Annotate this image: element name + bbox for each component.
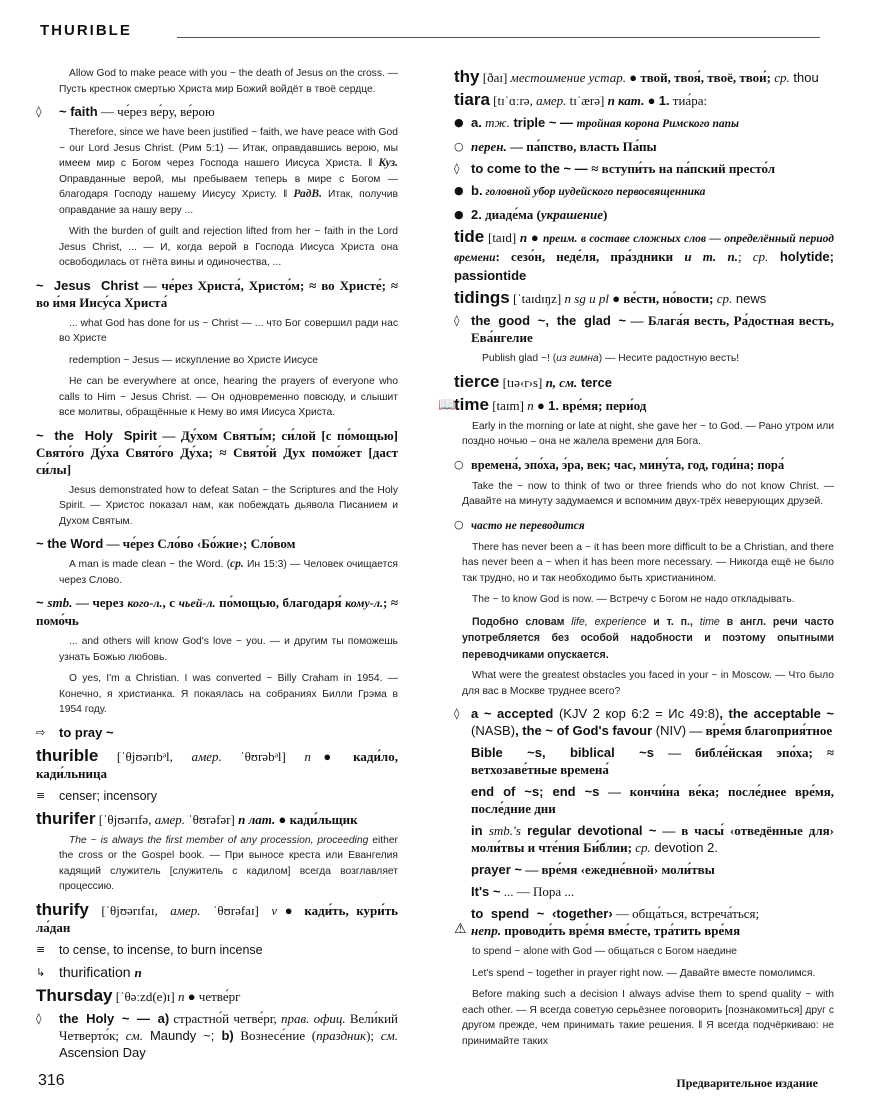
example-text: The ~ to know God is now. — Встречу с Богом не надо откладывать.	[472, 594, 795, 605]
translation: : сезо́н, неде́ля, пра́здники	[495, 249, 685, 264]
idiom-translation: — вре́мя ‹ежедне́вной› моли́твы	[521, 862, 715, 877]
arrow-icon: ⇨	[36, 725, 46, 739]
abbr: амер.	[191, 748, 222, 764]
bible-ref: (NIV)	[652, 723, 687, 738]
idiom-head: ~ faith	[59, 104, 98, 119]
part-of-speech: местоимение устар.	[510, 70, 626, 85]
idiom-holy-spirit	[36, 427, 398, 478]
entry-tierce	[454, 373, 834, 391]
cross-ref-link[interactable]: Ascension Day	[59, 1044, 146, 1060]
idiom-translation: — через	[72, 595, 128, 610]
example	[462, 987, 834, 1049]
idiom-smb	[36, 594, 398, 629]
sense-label: b.	[471, 183, 483, 198]
diamond-icon: ◊	[454, 162, 460, 175]
circle-icon: ○	[454, 517, 464, 531]
example-text: A man is made clean ~ the Word. (	[69, 559, 231, 570]
idiom-translation: , с	[162, 595, 179, 610]
diamond-icon: ◊	[36, 1011, 42, 1025]
sense-a	[454, 114, 834, 133]
translation: вре́мя; пери́од	[558, 397, 647, 413]
warning-spend-time	[454, 922, 834, 939]
example	[59, 557, 398, 588]
idiom-head: Bible ~s, biblical ~s	[471, 745, 654, 760]
bullet: ●	[527, 230, 544, 245]
example-text: Ин 15:3) — Человек очищается через Слово.	[59, 559, 398, 586]
entry-tidings	[454, 289, 834, 307]
idiom-prayer-time	[454, 861, 834, 878]
part-of-speech: n, см.	[545, 374, 578, 390]
subsense-not-translated	[454, 516, 834, 535]
idiom-translation: — в часы́ ‹отведённые для› моли́твы и чте́ния Би́блии;	[471, 823, 834, 855]
example-text: Оправданные верой, мы пребываем теперь в мире с Богом — благодаря Господу нашему Иисусу Христу. ‖	[59, 173, 398, 200]
synonyms-thurify	[36, 941, 398, 959]
part-of-speech: v	[271, 902, 278, 918]
cross-ref-link[interactable]: devotion 2.	[650, 840, 718, 855]
idiom-head: ‹together›	[551, 906, 613, 921]
idiom-end-times	[454, 783, 834, 817]
sense-number: 2.	[471, 207, 482, 222]
idiom-translation: — обща́ться, встреча́ться;	[612, 906, 760, 921]
idiom-translation: — че́рез Христа́, Христо́м; ≈ во Христе́; ≈ во и́мя Иису́са Христа́	[36, 277, 398, 310]
example-text: ... and others will know God's love ~ you. — и другим ты поможешь узнать Божью любовь.	[59, 636, 398, 663]
idiom-spend-time	[454, 905, 834, 922]
diamond-icon: ◊	[454, 707, 460, 720]
note-term: life, experience	[571, 615, 647, 628]
diamond-icon: ◊	[454, 314, 460, 327]
translation: головной убор иудейского первосвященника	[482, 186, 706, 198]
idiom-head: to spend ~	[471, 906, 552, 921]
example	[59, 125, 398, 218]
idiom-translation: Вознесе́ние (	[233, 1027, 317, 1043]
example-text: either the cross or the Gospel book. — При выносе креста или Евангелия кадящий служитель [служитель с кадилом] всегда возглавляет процессию.	[59, 834, 398, 892]
idiom-translation: Вели́кий Четверто́к;	[59, 1010, 398, 1043]
pronunciation: [taɪd]	[484, 230, 520, 245]
example-text: Jesus demonstrated how to defeat Satan ~ the Scriptures and the Holy Spirit. — Христос показал нам, как побеждать дьявола Писанием и Духом Святым.	[59, 484, 398, 527]
subsense-figurative	[454, 138, 834, 155]
example	[59, 224, 398, 271]
example-text: Итак, получив оправдание за нашу веру ...	[59, 189, 398, 216]
running-header	[40, 22, 820, 42]
source-abbr: Куз.	[378, 157, 398, 169]
example	[462, 592, 834, 608]
pronunciation: [taɪm]	[488, 397, 528, 413]
abbr: см.	[380, 1027, 399, 1043]
abbr: перен.	[471, 139, 507, 154]
idiom-tilde: ~	[36, 595, 48, 610]
example-text: What were the greatest obstacles you faced in your ~ in Moscow. — Что было для вас в Москве труднее всего?	[462, 670, 834, 697]
cross-ref-link[interactable]: thou	[789, 70, 819, 85]
part-of-speech: n sg и pl	[564, 291, 609, 306]
abbr: и т. п.	[684, 249, 738, 264]
example-text: He can be everywhere at once, hearing the prayers of everyone who calls to Him ~ Jesus Christ. — Он одновременно повсюду, и слышит все молитвы, обращённые к Нему во имя Иисуса Христа.	[59, 376, 398, 418]
example	[462, 966, 834, 982]
pronunciation: tɪˈærə]	[566, 93, 608, 108]
abbr: тж.	[481, 115, 510, 130]
pronunciation: [ˈθjʊərɪbᵊl,	[98, 748, 192, 764]
left-column	[36, 66, 398, 1066]
equiv-icon: ≡	[36, 788, 46, 802]
sense-b	[454, 182, 834, 201]
note-term: time	[699, 615, 720, 628]
idiom-come-to-the	[454, 160, 834, 177]
part-of-speech: n кат.	[607, 93, 645, 108]
abbr: ср.	[752, 249, 769, 264]
idiom-translation: по́мощью, благодаря́	[215, 595, 346, 610]
pronunciation: [ˈtaɪdɪŋz]	[509, 291, 565, 306]
translation: тиа́ра:	[669, 93, 708, 108]
headword: tiara	[454, 90, 490, 109]
bible-ref: (KJV 2 кор 6:2 = Ис 49:8)	[553, 706, 720, 721]
pronunciation: [ðaɪ]	[479, 70, 511, 85]
example	[59, 483, 398, 530]
idiom-head: prayer ~	[471, 862, 522, 877]
abbr: ср.	[774, 70, 790, 85]
idiom-translation: — Блага́я весть, Ра́достная весть, Ева́нгелие	[471, 313, 834, 345]
example-text: Early in the morning or late at night, she gave her ~ to God. — Рано утром или поздно ночью – она не жалела времени для Бога.	[462, 420, 834, 447]
abbr: кому-л.	[345, 596, 383, 610]
idiom-head: ~ the Holy Spirit	[36, 427, 157, 443]
idiom-translation: ≈ вступи́ть на па́пский престо́л	[591, 161, 776, 176]
example	[59, 671, 398, 718]
warning-text: проводи́ть вре́мя вме́сте, тра́тить вре́мя	[500, 923, 741, 938]
separator: ;	[737, 249, 753, 264]
bullet: ●	[644, 93, 659, 108]
part-of-speech: n	[177, 988, 185, 1004]
headword: thurifer	[36, 808, 96, 828]
idiom-head: ~ Jesus Christ	[36, 277, 139, 293]
warning-icon: ⚠	[454, 921, 467, 937]
equiv-icon: ≡	[36, 942, 46, 956]
entry-tide	[454, 228, 834, 284]
entry-thurify	[36, 901, 398, 936]
cross-ref-link[interactable]: news	[732, 291, 767, 306]
book-icon: 📖	[438, 397, 456, 413]
idiom-head: triple ~ —	[509, 115, 577, 130]
pronunciation: [tɪə‹r›s]	[499, 374, 546, 390]
entry-thurifer	[36, 810, 398, 828]
abbr: ср.	[635, 840, 651, 855]
derived-word: thurification	[59, 963, 135, 980]
idiom-head: to come to the ~ —	[471, 161, 592, 176]
idiom-faith	[36, 103, 398, 120]
abbr: амер.	[536, 93, 567, 108]
subsense-times	[454, 456, 834, 474]
idiom-translation: страстно́й четве́рг,	[169, 1010, 282, 1026]
entry-tiara	[454, 91, 834, 109]
note-text: Подобно словам	[472, 615, 572, 628]
header-title: THURIBLE	[40, 22, 132, 39]
part-of-speech: n	[134, 964, 142, 980]
entry-time	[438, 394, 834, 414]
note-text: в англ. речи часто употребляется без особой надобности и поэтому опытными переводчиками опускается.	[462, 615, 834, 661]
idiom-head: end of ~s; end ~s	[471, 784, 600, 799]
example-text: O yes, I'm a Christian. I was converted ~ Billy Craham in 1954. — Конечно, я христианка. Я покаялась на собраниях Билли Грэма в 1954 году.	[59, 673, 398, 715]
sense-2	[454, 206, 834, 223]
example	[59, 374, 398, 421]
abbr: праздник	[316, 1027, 367, 1043]
pronunciation: ˈθʊrəfaɪ]	[200, 902, 272, 918]
example-text: Take the ~ now to think of two or three friends who do not know Christ. — Давайте на минуту задумаемся и вспомним двух-трёх неверующих друзей.	[462, 480, 834, 507]
bullet-icon: ●	[454, 208, 464, 221]
part-of-speech: n	[527, 397, 534, 413]
page-number: 316	[38, 1072, 65, 1089]
idiom-head: , the acceptable ~	[719, 706, 834, 721]
circle-icon: ○	[454, 140, 464, 153]
abbr: из гимна	[556, 353, 599, 364]
sense-number: 1.	[658, 93, 670, 108]
idiom-head: the Holy ~ — a)	[59, 1010, 170, 1026]
cross-ref-link[interactable]: terce	[577, 374, 612, 390]
abbr: smb.'s	[488, 823, 521, 838]
idiom-accepted-time	[454, 705, 834, 739]
idiom-head: , the ~ of God's favour	[515, 723, 653, 738]
pronunciation: [tɪˈɑːrə,	[489, 93, 537, 108]
headword: thy	[454, 67, 480, 86]
sense-number: 1.	[548, 397, 559, 413]
example	[462, 540, 834, 587]
circle-icon: ○	[454, 457, 464, 471]
headword: tidings	[454, 288, 510, 307]
headword: tierce	[454, 371, 500, 391]
abbr: прав. офиц.	[281, 1010, 346, 1026]
abbr: ср.	[716, 291, 733, 306]
cross-ref-link[interactable]: holytide; passiontide	[454, 249, 834, 283]
example-text: There has never been a ~ it has been more difficult to be a Christian, and there has never been a ~ when it has been more necessary. — Никогда ещё не было так трудно, но и так необходимо быть христианином.	[462, 541, 834, 584]
example-text: ... what God has done for us ~ Christ — ... что Бог совершил ради нас во Христе	[59, 317, 398, 344]
idiom-bible-times	[454, 744, 834, 778]
abbr: непр.	[471, 923, 501, 938]
part-of-speech: n	[304, 748, 311, 764]
idiom-head: the good ~, the glad ~	[471, 313, 627, 328]
idiom-translation: — че́рез Сло́во ‹Бо́жие›; Сло́вом	[103, 536, 296, 551]
headword: thurify	[36, 899, 89, 919]
idiom-translation: );	[366, 1027, 381, 1043]
sense-label: a.	[471, 115, 482, 130]
header-rule	[177, 37, 820, 38]
abbr: амер.	[154, 811, 186, 827]
definition: преим. в составе сложных слов — определённый период времени	[454, 233, 834, 264]
idiom-head: in	[471, 823, 489, 838]
abbr: чьей-л.	[178, 596, 216, 610]
example-text: With the burden of guilt and rejection lifted from her ~ faith in the Lord Jesus Christ, ... — И, когда верой в Господа Иисуса Христа она освободилась от гнёта вины и одиночества, ...	[59, 226, 398, 268]
sense-label: b)	[221, 1027, 234, 1043]
translation: времена́, эпо́ха, э́ра, век; час, мину́та, год, годи́на; пора́	[471, 457, 785, 472]
idiom-translation: ... — Пора ...	[500, 884, 575, 899]
example	[59, 833, 398, 895]
diamond-icon: ◊	[36, 105, 42, 118]
pronunciation: ˈθʊrəbᵊl]	[221, 748, 305, 764]
example	[462, 944, 834, 960]
idiom-translation: — че́рез ве́ру, ве́рою	[97, 104, 215, 119]
headword: time	[454, 394, 489, 414]
example-text: Publish glad ~! (	[482, 353, 557, 364]
idiom-translation: — Ду́хом Святы́м; си́лой [с по́мощью] Свято́го Ду́ха Свято́го Ду́ха; ≈ Свято́й Дух помо́жет [даст си́лы]	[36, 427, 398, 477]
cross-ref-link[interactable]: Maundy ~;	[142, 1027, 222, 1043]
synonyms-thurible	[36, 787, 398, 805]
idiom-head: regular devotional ~	[520, 823, 657, 838]
right-column	[438, 67, 834, 1055]
edition-label: Предварительное издание	[676, 1076, 818, 1090]
abbr: см.	[125, 1027, 143, 1043]
idiom-translation: ; ≈ помо́чь	[36, 595, 398, 628]
synonym-list: to cense, to incense, to burn incense	[59, 942, 263, 957]
see-also-link[interactable]: to pray ~	[59, 724, 114, 740]
translation: ● четве́рг	[184, 988, 241, 1004]
part-of-speech: n	[519, 230, 528, 245]
translation: тройная корона Римского папы	[576, 118, 740, 130]
idiom-head: a ~ accepted	[471, 706, 554, 721]
abbr: кого-л.	[127, 596, 163, 610]
pronunciation: ˈθʊrəfər]	[185, 811, 239, 827]
example	[462, 668, 834, 699]
idiom-translation: — кончи́на ве́ка; после́днее вре́мя, после́дние дни	[471, 784, 834, 816]
example	[482, 351, 834, 367]
idiom-head: It's ~	[471, 884, 501, 899]
example	[462, 479, 834, 510]
note-text: и т. п.,	[646, 615, 700, 628]
abbr: украшение	[540, 207, 604, 222]
translation: ● кади́льщик	[275, 811, 358, 827]
idiom-jesus-christ	[36, 277, 398, 311]
pronunciation: [ˈθjʊərɪfaɪ,	[88, 902, 171, 918]
idiom-the-word	[36, 535, 398, 552]
derived-icon: ↳	[36, 965, 46, 979]
example	[59, 353, 398, 369]
idiom-holy-thursday	[36, 1010, 398, 1061]
idiom-good-tidings	[454, 312, 834, 346]
headword: tide	[454, 227, 485, 246]
translation: ● кади́ть, кури́ть ла́дан	[36, 902, 398, 935]
usage-note	[462, 614, 834, 664]
usage-note: часто не переводится	[471, 519, 585, 532]
entry-thursday	[36, 987, 398, 1005]
example	[59, 66, 398, 97]
example-text: redemption ~ Jesus — искупление во Христе Иисусе	[69, 354, 319, 366]
synonym-list: censer; incensory	[59, 788, 157, 803]
bullet-icon: ●	[454, 116, 464, 129]
example	[59, 316, 398, 347]
example-text: Allow God to make peace with you ~ the death of Jesus on the cross. — Пусть крестнок смертью Христа мир Божий войдёт в твоё сердце.	[59, 68, 398, 95]
example-text: Before making such a decision I always advise them to spend quality ~ with each other. — Я всегда советую серьёзнее поговорить [познакомиться] друг с другом прежде, чем принимать такие решения. ‖ Я всегда подчёркиваю: не принимайте таких	[462, 989, 834, 1047]
entry-thurible	[36, 747, 398, 782]
see-also-pray	[36, 724, 398, 741]
translation: ● твой, твоя́, твоё, твои́;	[625, 70, 775, 85]
bullet: ●	[533, 397, 549, 413]
idiom-head: smb.	[47, 595, 73, 610]
headword: Thursday	[36, 985, 113, 1005]
source-abbr: РадВ.	[293, 188, 322, 200]
idiom-head: ~ the Word	[36, 536, 104, 551]
example-text: Let's spend ~ together in prayer right now. — Давайте вместе помолимся.	[472, 967, 816, 979]
translation: ● кади́ло, кади́льница	[36, 748, 398, 781]
example	[59, 634, 398, 665]
example-text: to spend ~ alone with God — общаться с Богом наедине	[472, 946, 737, 957]
pronunciation: [ˈθjʊərɪfə,	[95, 811, 155, 827]
idiom-devotional-time	[454, 822, 834, 856]
translation: — па́пство, власть Па́пы	[506, 139, 657, 154]
translation: )	[603, 207, 608, 222]
translation: ● ве́сти, но́вости;	[608, 291, 717, 306]
part-of-speech: n лат.	[238, 811, 276, 827]
derived-thurification	[36, 964, 398, 981]
example-text: Therefore, since we have been justified ~ faith, we have peace with God ~ our Lord Jesus Christ. (Рим 5:1) — Итак, оправдавшись верою, мы имеем мир с Богом через Господа нашего Иисуса Христа. ‖	[59, 127, 398, 169]
abbr: амер.	[170, 902, 201, 918]
idiom-translation: — вре́мя благоприя́тное	[686, 723, 833, 738]
bible-ref: (NASB)	[471, 723, 516, 738]
example-text: The ~ is always the first member of any procession, proceeding	[69, 834, 369, 846]
example-text: ) — Несите радостную весть!	[598, 353, 740, 364]
bullet-icon: ●	[454, 184, 464, 197]
example	[462, 419, 834, 450]
entry-thy	[454, 68, 834, 86]
idiom-its-time	[454, 883, 834, 900]
headword: thurible	[36, 745, 99, 765]
pronunciation: [ˈθəːzd(e)ɪ]	[112, 988, 178, 1004]
idiom-translation: — библе́йская эпо́ха; ≈ ветхозаве́тные времена́	[471, 745, 834, 777]
abbr: ср.	[230, 558, 244, 570]
translation: диаде́ма (	[481, 207, 541, 222]
